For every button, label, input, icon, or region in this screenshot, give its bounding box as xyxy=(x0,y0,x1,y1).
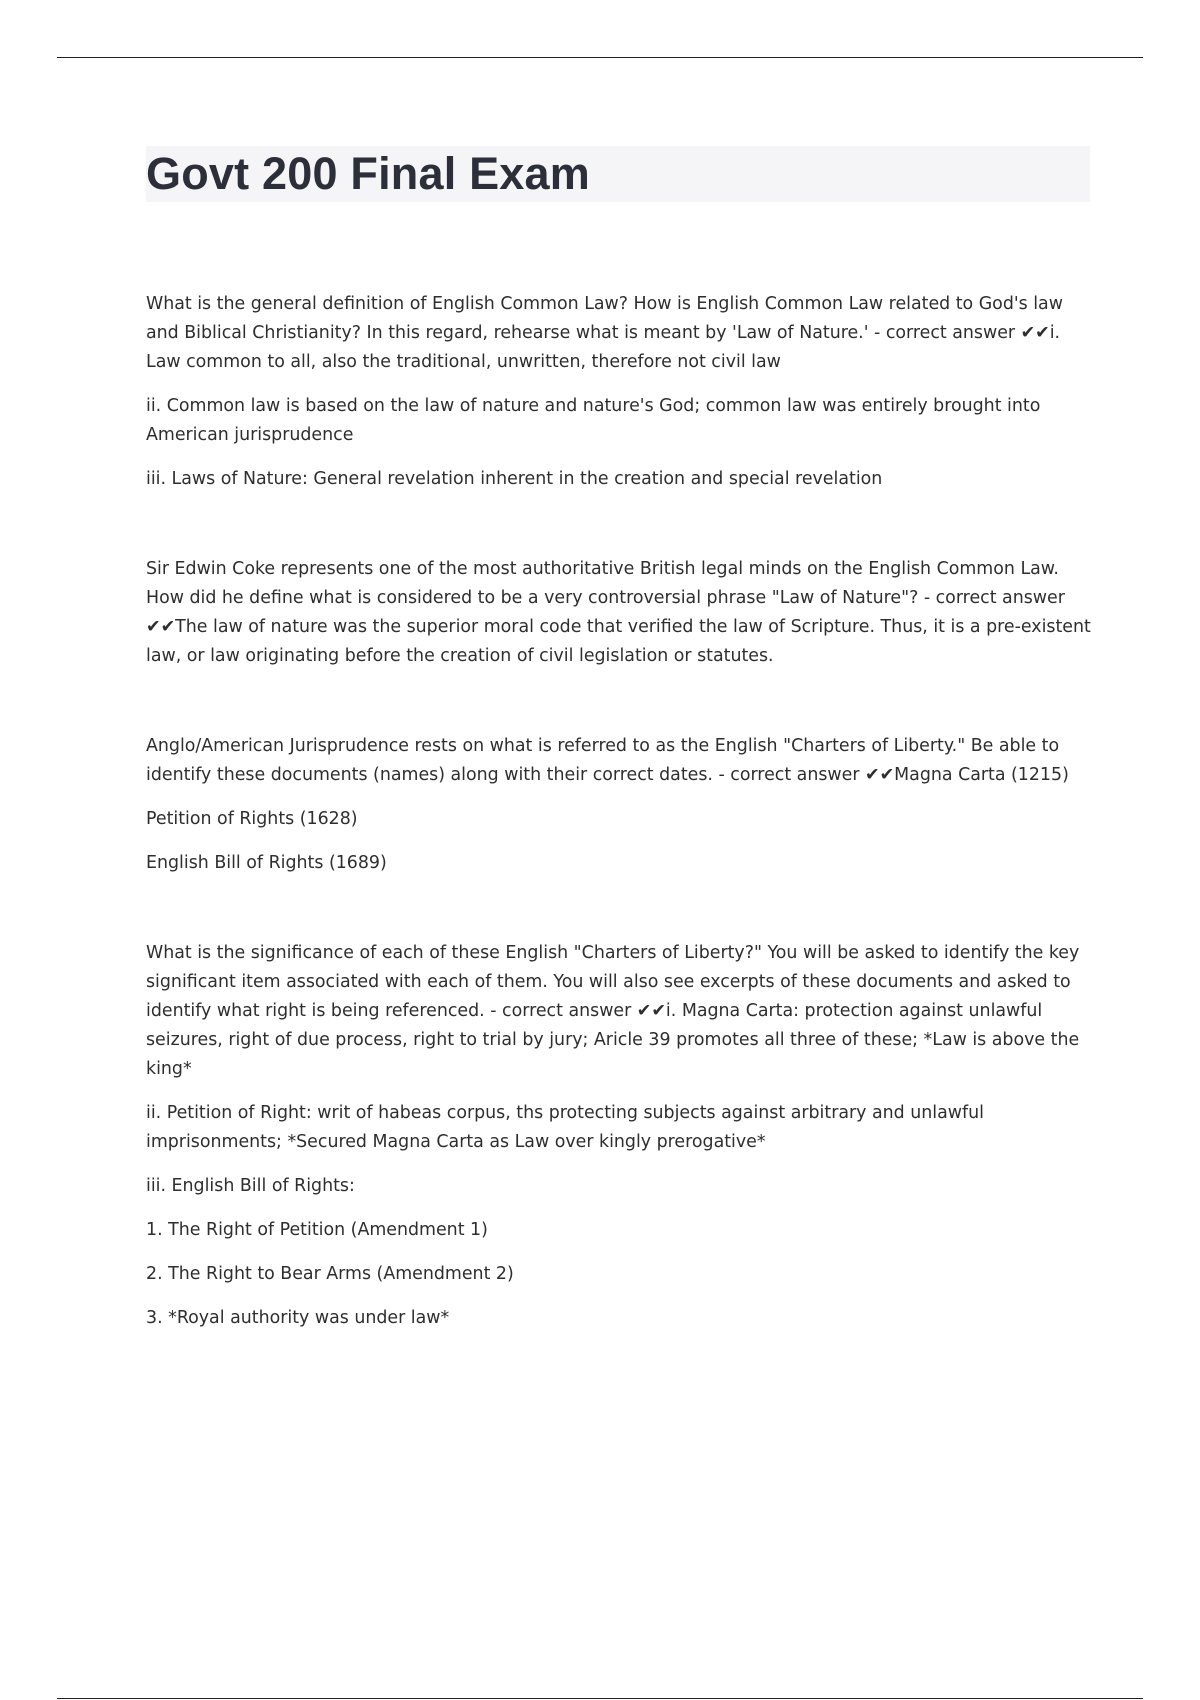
qa-item-charters-of-liberty xyxy=(146,732,1092,878)
qa-paragraph: iii. English Bill of Rights: xyxy=(146,1176,355,1196)
page-title: Govt 200 Final Exam xyxy=(146,148,590,199)
bottom-rule xyxy=(57,1698,1143,1699)
top-rule xyxy=(57,57,1143,58)
qa-paragraph: 1. The Right of Petition (Amendment 1) xyxy=(146,1220,488,1240)
document-body xyxy=(146,290,1092,1333)
qa-paragraph: ii. Common law is based on the law of nature and nature's God; common law was entirely brought into American jurisprudence xyxy=(146,396,1041,445)
qa-paragraph: What is the significance of each of these English "Charters of Liberty?" You will be asked to identify the key significant item associated with each of them. You will also see excerpts of these documents and asked to identify what right is being referenced. - correct answer ✔✔i. Magna Carta: protection against unlawful seizures, right of due process, right to trial by jury; Aricle 39 promotes all three of these; *Law is above the king* xyxy=(146,943,1080,1079)
qa-paragraph: Sir Edwin Coke represents one of the most authoritative British legal minds on the English Common Law. How did he define what is considered to be a very controversial phrase "Law of Nature"? - correct answer ✔✔The law of nature was the superior moral code that verified the law of Scripture. Thus, it is a pre-existent law, or law originating before the creation of civil legislation or statutes. xyxy=(146,559,1091,666)
qa-paragraph: ii. Petition of Right: writ of habeas corpus, ths protecting subjects against arbitrary and unlawful imprisonments; *Secured Magna Carta as Law over kingly prerogative* xyxy=(146,1103,984,1152)
qa-item-edwin-coke xyxy=(146,555,1092,671)
qa-paragraph: What is the general definition of English Common Law? How is English Common Law related to God's law and Biblical Christianity? In this regard, rehearse what is meant by 'Law of Nature.' - correct answer ✔✔i. Law common to all, also the traditional, unwritten, therefore not civil law xyxy=(146,294,1063,372)
qa-paragraph: English Bill of Rights (1689) xyxy=(146,853,387,873)
qa-paragraph: 2. The Right to Bear Arms (Amendment 2) xyxy=(146,1264,514,1284)
qa-paragraph: Petition of Rights (1628) xyxy=(146,809,358,829)
qa-item-common-law xyxy=(146,290,1092,494)
qa-paragraph: 3. *Royal authority was under law* xyxy=(146,1308,450,1328)
qa-paragraph: iii. Laws of Nature: General revelation inherent in the creation and special revelation xyxy=(146,469,883,489)
qa-item-charters-significance xyxy=(146,939,1092,1333)
qa-paragraph: Anglo/American Jurisprudence rests on what is referred to as the English "Charters of Liberty." Be able to identify these documents (names) along with their correct dates. - correct answer ✔✔Magna Carta (1215) xyxy=(146,736,1069,785)
